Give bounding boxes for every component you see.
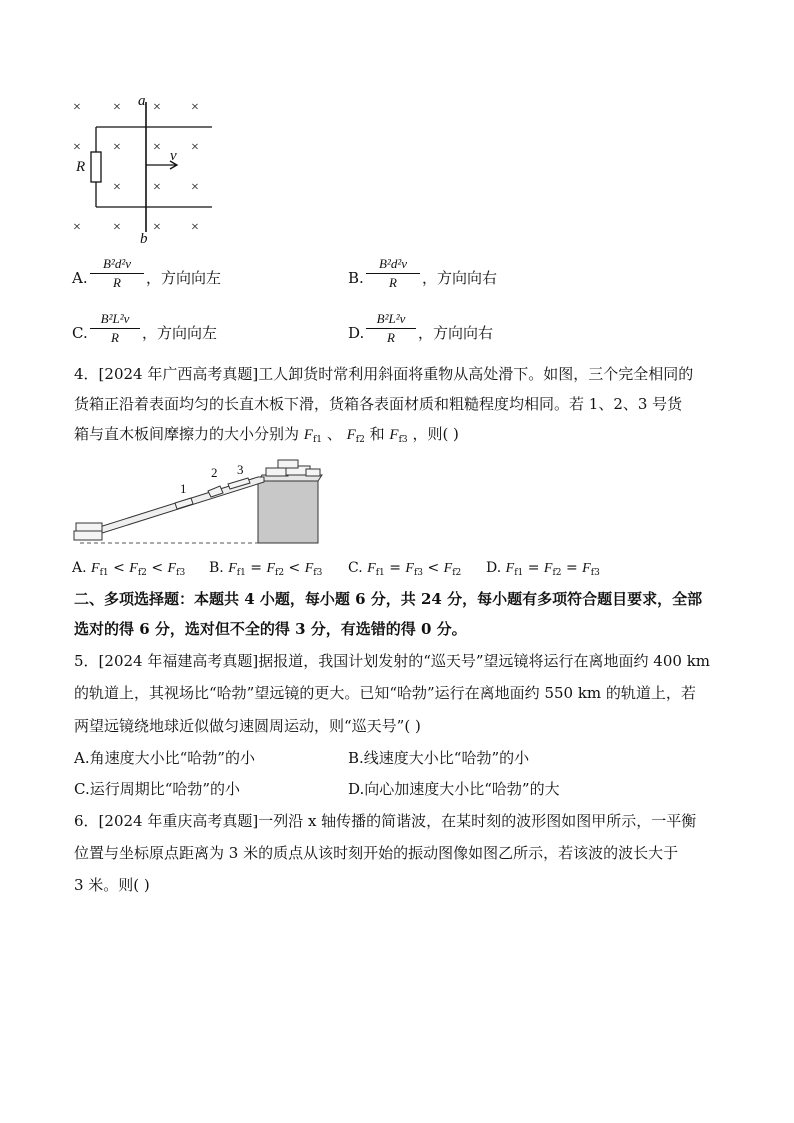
- option-letter: D.: [348, 324, 365, 342]
- field-mark: ×: [73, 140, 81, 155]
- q4-option-d: [486, 558, 600, 583]
- q4-line-3: [74, 424, 459, 450]
- option-letter: B.: [348, 269, 364, 287]
- subscript: f3: [398, 435, 408, 445]
- subscript: f3: [590, 568, 600, 578]
- relation: <: [423, 560, 444, 576]
- q5-line-2: 的轨道上，其视场比“哈勃”望远镜的更大。已知“哈勃”运行在离地面约 550 km 的轨道上，若: [74, 684, 696, 702]
- subscript: f1: [236, 568, 246, 578]
- relation: =: [561, 560, 583, 576]
- q3-option-d: [348, 311, 608, 355]
- fraction: [90, 256, 144, 290]
- q5-line-1: 5．[2024 年福建高考真题]据报道，我国计划发射的“巡天号”望远镜将运行在离地面约 400 km: [74, 652, 711, 670]
- label-b: b: [140, 231, 148, 247]
- subscript: f2: [275, 568, 285, 578]
- option-text: ，方向向左: [146, 269, 222, 287]
- option-letter: C.: [72, 324, 88, 342]
- field-mark: ×: [113, 140, 121, 155]
- q6-line-3: 3 米。则( ): [74, 876, 150, 894]
- field-mark: ×: [113, 100, 121, 115]
- relation: =: [523, 560, 544, 576]
- field-mark: ×: [153, 220, 161, 235]
- symbol-F: F: [304, 561, 314, 576]
- fraction-numerator: B²L²v: [100, 311, 130, 326]
- fraction: [366, 256, 420, 290]
- symbol-F: F: [582, 561, 591, 576]
- field-mark: ×: [73, 100, 81, 115]
- option-letter: D.: [486, 560, 502, 576]
- symbol-F: F: [266, 561, 276, 576]
- subscript: f1: [375, 568, 385, 578]
- subscript: f2: [137, 568, 147, 578]
- subscript: f3: [176, 568, 186, 578]
- q4-option-c: [348, 558, 461, 583]
- fraction-numerator: B²d²v: [378, 256, 407, 271]
- symbol-F: F: [505, 561, 515, 576]
- label-v: v: [170, 148, 177, 164]
- symbol-F: F: [228, 561, 237, 576]
- q5-option-a: A.角速度大小比“哈勃”的小: [74, 749, 255, 767]
- q4-options-row: [72, 558, 732, 580]
- q4-option-a: [72, 558, 185, 583]
- subscript: f2: [452, 568, 462, 578]
- box-label-1: 1: [180, 481, 187, 496]
- option-text: ，方向向右: [422, 269, 498, 287]
- fraction-denominator: R: [113, 275, 121, 290]
- relation: <: [108, 560, 130, 576]
- symbol-F: F: [303, 427, 313, 443]
- q6-line-1: 6．[2024 年重庆高考真题]一列沿 x 轴传播的简谐波，在某时刻的波形图如图甲所示，一平衡: [74, 812, 697, 830]
- option-letter: C.: [348, 560, 363, 576]
- q3-option-b: [348, 256, 608, 300]
- q3-option-c: [72, 311, 332, 355]
- symbol-F: F: [443, 561, 453, 576]
- symbol-F: F: [543, 561, 553, 576]
- fraction-numerator: B²d²v: [102, 256, 131, 271]
- field-mark: ×: [73, 220, 81, 235]
- q5-option-d: D.向心加速度大小比“哈勃”的大: [348, 780, 560, 798]
- field-mark: ×: [191, 220, 199, 235]
- q4-line-3-text: 箱与直木板间摩擦力的大小分别为: [74, 425, 300, 443]
- q6-line-2: 位置与坐标原点距离为 3 米的质点从该时刻开始的振动图像如图乙所示，若该波的波长大于: [74, 844, 679, 862]
- subscript: f3: [413, 568, 424, 578]
- option-letter: A.: [72, 560, 87, 576]
- symbol-F: F: [167, 561, 177, 576]
- subscript: f1: [312, 435, 323, 445]
- q5-option-c: C.运行周期比“哈勃”的小: [74, 780, 241, 798]
- fraction: [90, 311, 140, 345]
- section-heading-line-1: 二、多项选择题：本题共 4 小题，每小题 6 分，共 24 分，每小题有多项符合题目要求，全部: [74, 590, 703, 608]
- fraction-denominator: R: [387, 330, 395, 345]
- separator: 、: [326, 425, 342, 443]
- fraction-denominator: R: [111, 330, 119, 345]
- field-mark: ×: [191, 140, 199, 155]
- field-mark: ×: [153, 100, 161, 115]
- option-letter: B.: [209, 560, 224, 576]
- symbol-F: F: [346, 427, 356, 443]
- subscript: f3: [313, 568, 323, 578]
- field-mark: ×: [153, 140, 161, 155]
- symbol-F: F: [389, 427, 399, 443]
- label-R: R: [76, 159, 86, 175]
- fraction-denominator: R: [389, 275, 397, 290]
- separator: 和: [369, 425, 385, 443]
- field-mark: ×: [113, 220, 121, 235]
- symbol-F: F: [91, 561, 100, 576]
- section-heading-line-2: 选对的得 6 分，选对但不全的得 3 分，有选错的得 0 分。: [74, 620, 467, 638]
- ramp-figure: [70, 455, 330, 550]
- field-mark: ×: [113, 180, 121, 195]
- subscript: f2: [355, 435, 365, 445]
- relation: =: [245, 560, 267, 576]
- symbol-F: F: [405, 561, 414, 576]
- option-text: ，方向向右: [418, 324, 494, 342]
- label-a: a: [138, 93, 146, 109]
- field-mark: ×: [191, 180, 199, 195]
- circuit-figure: [60, 92, 230, 252]
- question-end: ，则( ): [412, 425, 459, 443]
- fraction: [366, 311, 416, 345]
- fraction-numerator: B²L²v: [376, 311, 406, 326]
- q4-option-b: [209, 558, 322, 583]
- relation: =: [384, 560, 406, 576]
- subscript: f2: [552, 568, 562, 578]
- option-letter: A.: [72, 269, 88, 287]
- relation: <: [146, 560, 168, 576]
- q4-line-2: 货箱正沿着表面均匀的长直木板下滑，货箱各表面材质和粗糙程度均相同。若 1、2、3 号货: [74, 395, 683, 413]
- q4-line-1: 4．[2024 年广西高考真题]工人卸货时常利用斜面将重物从高处滑下。如图，三个完全相同的: [74, 365, 694, 383]
- q3-option-a: [72, 256, 332, 300]
- q5-option-b: B.线速度大小比“哈勃”的小: [348, 749, 530, 767]
- subscript: f1: [514, 568, 524, 578]
- symbol-F: F: [367, 561, 376, 576]
- option-text: ，方向向左: [142, 324, 218, 342]
- q5-line-3: 两望远镜绕地球近似做匀速圆周运动，则“巡天号”( ): [74, 717, 421, 735]
- field-mark: ×: [191, 100, 199, 115]
- field-mark: ×: [153, 180, 161, 195]
- box-label-2: 2: [211, 465, 218, 480]
- subscript: f1: [99, 568, 109, 578]
- box-label-3: 3: [237, 462, 244, 477]
- relation: <: [284, 560, 305, 576]
- symbol-F: F: [129, 561, 138, 576]
